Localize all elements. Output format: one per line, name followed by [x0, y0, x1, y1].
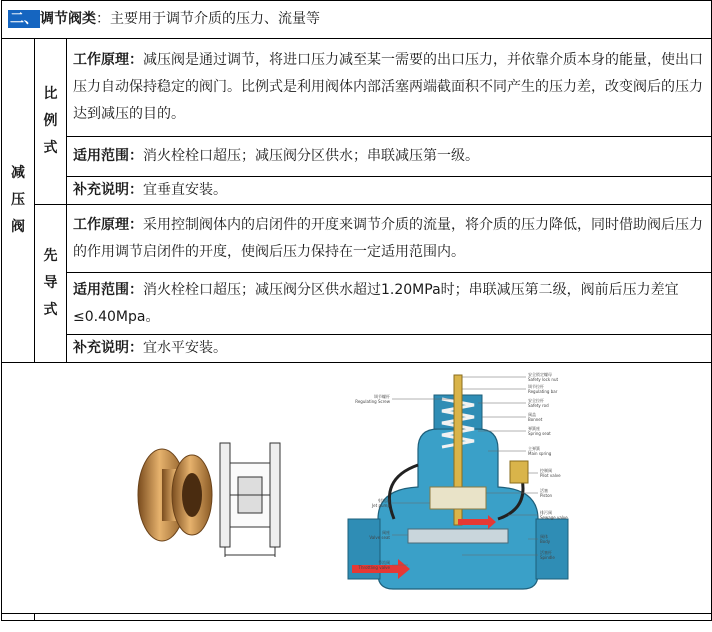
category-char: 减 [11, 165, 25, 181]
section-header-row [2, 1, 712, 39]
figure-cell [2, 363, 712, 614]
part-label-cn: 节流阀 [378, 560, 390, 565]
part-label-en: Body [540, 539, 551, 544]
part-label-en: Throttling valve [358, 565, 390, 570]
part-label-cn: 弹簧座 [528, 426, 540, 431]
part-label-cn: 排污阀 [540, 510, 552, 515]
section-number: 二、 [10, 11, 38, 27]
part-label-en: Pilot valve [540, 473, 561, 478]
proportional-valve-illustration [128, 423, 288, 563]
part-label-en: Main spring [528, 451, 552, 456]
proportional-scope [67, 137, 712, 177]
category-char: 阀 [11, 219, 25, 235]
principle-label: 工作原理： [73, 52, 143, 68]
scope-label: 适用范围： [73, 281, 143, 298]
type-char: 导 [43, 275, 58, 291]
part-label-cn: 阀盖 [528, 412, 536, 417]
part-label-cn: 活塞杆 [540, 550, 552, 555]
principle-label: 工作原理： [73, 216, 143, 233]
proportional-note [67, 177, 712, 205]
type-char: 先 [43, 248, 58, 264]
proportional-principle [67, 39, 712, 137]
part-label-en: Safety rod [528, 403, 549, 408]
note-text: 宜垂直安装。 [143, 182, 227, 198]
scope-text: 消火栓栓口超压；减压阀分区供水超过1.20MPa时；串联减压第二级，阀前后压力差宜≤0.40Mpa。 [73, 281, 679, 325]
part-label-cn: 射流器 [378, 498, 390, 503]
part-label-en: Regulating bar [528, 389, 558, 394]
type-char: 比 [43, 86, 58, 102]
part-label-en: Spindle [540, 555, 555, 560]
principle-text: 采用控制阀体内的启闭件的开度来调节介质的流量，将介质的压力降低，同时借助阀后压力的作用调节启闭件的开度，使阀后压力保持在一定适用范围内。 [73, 216, 703, 260]
note-text: 宜水平安装。 [143, 340, 227, 356]
type-char: 式 [43, 302, 58, 318]
proportional-type-cell [35, 39, 67, 205]
part-label-en: Safety lock nut [528, 377, 559, 382]
note-label: 补充说明： [73, 182, 143, 198]
part-label-en: Piston [540, 493, 553, 498]
category-char: 压 [11, 192, 25, 208]
part-label-cn: 活塞 [540, 488, 548, 493]
scope-text: 消火栓栓口超压；减压阀分区供水；串联减压第一级。 [143, 148, 479, 164]
part-label-en: Valve seat [369, 535, 390, 540]
part-label-cn: 安全锁定螺母 [528, 372, 552, 377]
pilot-scope [67, 273, 712, 335]
part-label-cn: 阀座 [382, 530, 390, 535]
bottom-row [2, 614, 712, 621]
type-char: 式 [43, 140, 58, 156]
part-label-en: Spring seat [528, 431, 551, 436]
pilot-valve-diagram [338, 369, 578, 607]
section-desc: ：主要用于调节介质的压力、流量等 [96, 11, 320, 27]
part-label-cn: 调节螺杆 [374, 394, 390, 399]
category-cell [2, 39, 35, 363]
principle-text: 减压阀是通过调节，将进口压力减至某一需要的出口压力，并依靠介质本身的能量，使出口压力自动保持稳定的阀门。比例式是利用阀体内部活塞两端截面积不同产生的压力差，改变阀后的压力达到减压的目的。 [73, 52, 703, 122]
part-label-cn: 调节拉杆 [528, 384, 544, 389]
valve-table [1, 0, 712, 621]
pilot-type-cell [35, 205, 67, 363]
part-label-cn: 阀体 [540, 534, 548, 539]
figure-row [2, 363, 712, 614]
part-label-en: Sewage valve [540, 515, 568, 520]
part-label-cn: 安全拉杆 [528, 398, 544, 403]
part-label-en: Bonnet [528, 417, 543, 422]
part-label-cn: 主弹簧 [528, 446, 540, 451]
part-label-en: Regulating Screw [355, 399, 390, 404]
scope-label: 适用范围： [73, 148, 143, 164]
pilot-principle [67, 205, 712, 273]
section-header [2, 1, 712, 39]
note-label: 补充说明： [73, 340, 143, 356]
pilot-note [67, 335, 712, 363]
type-char: 例 [43, 113, 58, 129]
part-label-cn: 控制阀 [540, 468, 552, 473]
section-title: 调节阀类 [40, 11, 96, 27]
part-label-en: Jet pump [372, 503, 390, 508]
